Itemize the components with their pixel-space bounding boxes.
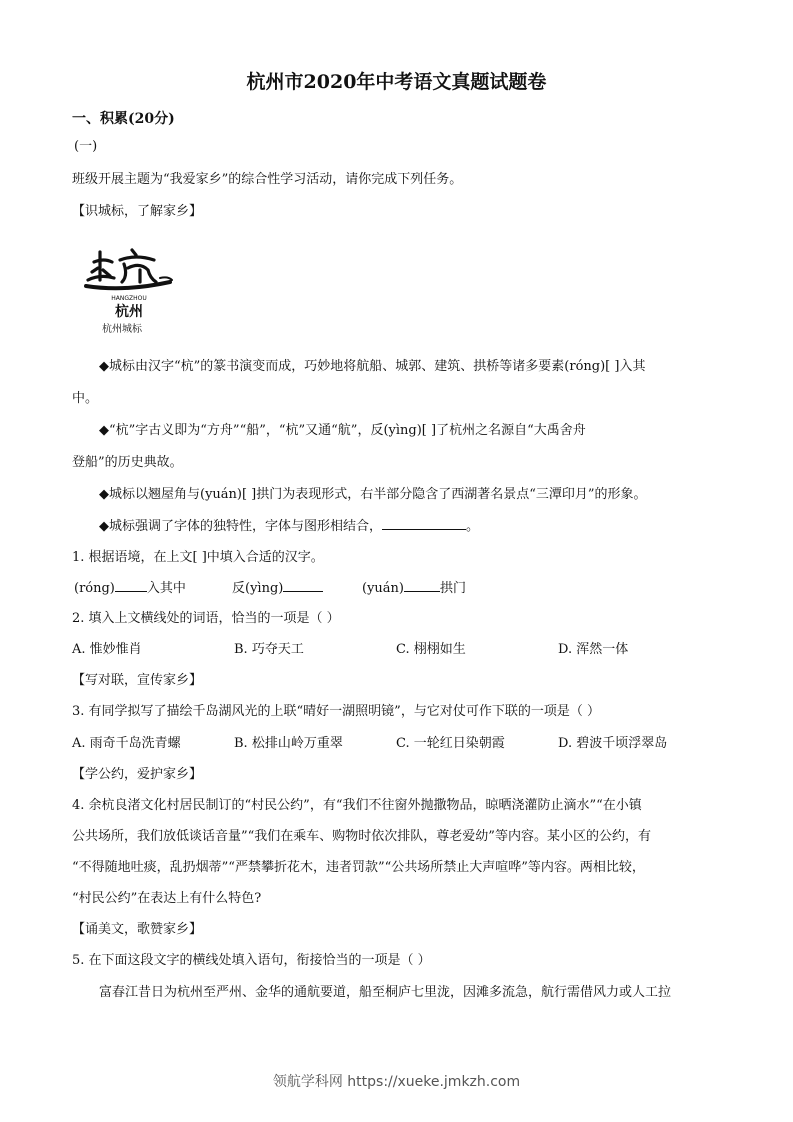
question-1-text: 1. 根据语境，在上文[ ]中填入合适的汉字。	[72, 550, 324, 565]
question-3-option-d[interactable]: D. 碧波千顷浮翠岛	[558, 736, 668, 751]
blank-c-line[interactable]	[404, 591, 440, 592]
intro-text: 班级开展主题为“我爱家乡”的综合性学习活动，请你完成下列任务。	[72, 172, 463, 187]
question-1-blank-b	[232, 580, 323, 598]
question-2-option-a[interactable]: A. 惟妙惟肖	[72, 642, 142, 657]
part-heading: (一)	[74, 139, 98, 154]
blank-a-line[interactable]	[115, 591, 147, 592]
task-heading-city-logo: 【识城标，了解家乡】	[72, 204, 203, 219]
page-footer[interactable]: 领航学科网 https://xueke.jmkzh.com	[272, 1074, 521, 1090]
bullet-4	[99, 518, 479, 536]
question-4-line-3: “不得随地吐痰，乱扔烟蒂”“严禁攀折花木，违者罚款”“公共场所禁止大声喧哗”等内容。两相比较，	[72, 860, 645, 875]
question-5-passage: 富春江昔日为杭州至严州、金华的通航要道，船至桐庐七里泷，因滩多流急，航行需借风力或人工拉	[99, 985, 672, 1000]
blank-a-suffix: 入其中	[146, 581, 186, 596]
bullet-3: ◆城标以翘屋角与(yuán)[ ]拱门为表现形式，右半部分隐含了西湖著名景点“三潭印月”的形象。	[99, 487, 647, 502]
bullet-1-line-1: ◆城标由汉字“杭”的篆书演变而成，巧妙地将航船、城郭、建筑、拱桥等诸多要素(róng)[ ]入其	[99, 359, 646, 374]
section-heading: 一、积累(20分)	[72, 111, 175, 127]
question-2-option-b[interactable]: B. 巧夺天工	[234, 642, 304, 657]
question-4-line-2: 公共场所，我们放低谈话音量”“我们在乘车、购物时依次排队，尊老爱幼”等内容。某小区的公约，有	[72, 829, 651, 844]
bullet-1-line-2: 中。	[72, 391, 99, 406]
logo-caption: 杭州城标	[102, 324, 142, 335]
logo-name-text: 杭州	[115, 304, 143, 318]
blank-b-label: 反(yìng)	[232, 581, 284, 596]
city-logo-emblem-icon	[84, 246, 174, 318]
bullet-4-text: ◆城标强调了字体的独特性，字体与图形相结合，	[99, 519, 382, 534]
task-heading-convention: 【学公约，爱护家乡】	[72, 767, 203, 782]
question-3-text: 3. 有同学拟写了描绘千岛湖风光的上联“晴好一湖照明镜”，与它对仗可作下联的一项是（ ）	[72, 704, 600, 719]
task-heading-couplet: 【写对联，宣传家乡】	[72, 673, 203, 688]
page-title: 杭州市2020年中考语文真题试题卷	[246, 71, 547, 93]
bullet-2-line-2: 登船”的历史典故。	[72, 455, 183, 470]
answer-blank[interactable]	[382, 529, 466, 530]
question-2-option-d[interactable]: D. 浑然一体	[558, 642, 629, 657]
question-1-blank-a	[74, 580, 186, 598]
blank-b-line[interactable]	[283, 591, 323, 592]
blank-c-label: (yuán)	[362, 581, 404, 596]
blank-a-label: (róng)	[74, 581, 115, 596]
question-3-option-c[interactable]: C. 一轮红日染朝霞	[396, 736, 505, 751]
question-5-text: 5. 在下面这段文字的横线处填入语句，衔接恰当的一项是（ ）	[72, 953, 431, 968]
question-1-blank-c	[362, 580, 466, 598]
hangzhou-city-logo	[84, 246, 174, 342]
task-heading-recite: 【诵美文，歌赞家乡】	[72, 922, 203, 937]
bullet-2-line-1: ◆“杭”字古义即为“方舟”“船”，“杭”又通“航”，反(yìng)[ ]了杭州之名源自“大禹舍舟	[99, 423, 586, 438]
question-3-option-a[interactable]: A. 雨奇千岛洗青螺	[72, 736, 181, 751]
logo-latin-text: HANGZHOU	[111, 295, 147, 302]
question-2-text: 2. 填入上文横线处的词语，恰当的一项是（ ）	[72, 611, 340, 626]
question-4-line-4: “村民公约”在表达上有什么特色?	[72, 891, 262, 906]
blank-c-suffix: 拱门	[439, 581, 466, 596]
question-4-line-1: 4. 余杭良渚文化村居民制订的“村民公约”，有“我们不往窗外抛撒物品，晾晒浇灌防止滴水”“在小镇	[72, 798, 642, 813]
question-2-option-c[interactable]: C. 栩栩如生	[396, 642, 466, 657]
question-3-option-b[interactable]: B. 松排山岭万重翠	[234, 736, 343, 751]
bullet-4-end: 。	[466, 519, 480, 534]
